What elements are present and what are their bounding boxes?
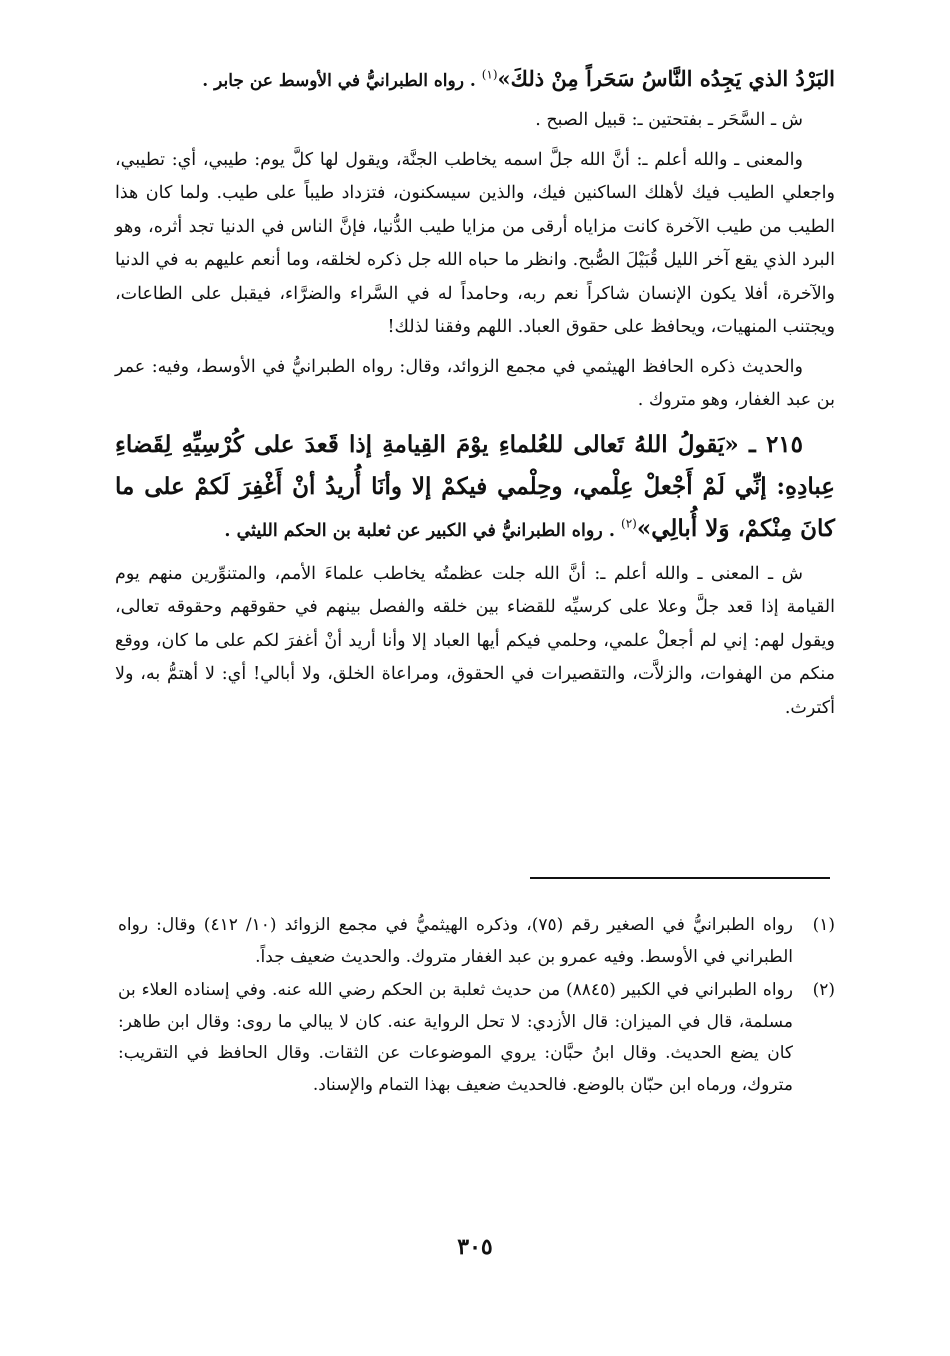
footnote-2-number: (٢) — [812, 980, 835, 1000]
commentary-215: ش ـ المعنى ـ والله أعلم ـ: أنَّ الله جلت عظمتُه يخاطب علماءَ الأمم، والمتنوِّرين منهم يوم القيامة إذا قعد جلَّ وعلا على كرسيِّه للقضاء بين خلقه والفصل بينهم في حقوقهم وحقوقه تعالى، ويقول لهم: إني لم أجعلْ علمي، وحلمي فيكم أيها العباد إلا وأنا أريد أنْ أغفرَ لكم على ما كان، ووقع منكم من الهفوات، والزلاَّت، والتقصيرات في الحقوق، ومراعاة الخلق، ولا أبالي! أي: لا أهتمُّ به، ولا أكترث. — [115, 563, 835, 718]
page-body — [115, 62, 835, 725]
commentary-214-meaning: والمعنى ـ والله أعلم ـ: أنَّ الله جلَّ اسمه يخاطب الجنَّة، ويقول لها كلَّ يوم: طيبي، أي: تطيبي، واجعلي الطيب فيك لأهلك الساكنين فيك، والذين سيسكنون، فتزداد طيباً على طيب. ولما كان هذا الطيب من طيب الآخرة كانت مزاياه أرقى من مزايا طيب الدُّنيا، فإنَّ الناس في الدنيا تجد أثره، وهو البرد الذي يقع آخر الليل قُبَيْلَ الصُّبح. وانظر ما حباه الله جل ذكره لخلقه، وما أنعم عليهم به في الدنيا والآخرة، أفلا يكون الإنسان شاكراً نعم ربه، وحامداً له في السَّراء والضرَّاء، فيقبل على الطاعات، ويجتنب المنهيات، ويحافظ على حقوق العباد. اللهم وفقنا لذلك! — [115, 149, 835, 337]
hadith-215 — [115, 424, 835, 552]
footnote-2-text: رواه الطبراني في الكبير (٨٨٤٥) من حديث ثعلبة بن الحكم رضي الله عنه. وفي إسناده العلاء بن مسلمة، قال في الميزان: قال الأزدي: لا تحل الرواية عنه. كان لا يبالي ما روى: وقال ابن طاهر: كان يضع الحديث. وقال ابنُ حبَّان: يروي الموضوعات عن الثقات. وقال الحافظ في التقريب: متروك، ورماه ابن حبّان بالوضع. فالحديث ضعيف بهذا التمام والإسناد. — [118, 980, 793, 1095]
footnote-1-number: (١) — [812, 915, 835, 935]
footnote-2 — [118, 975, 835, 1101]
footnote-1-text: رواه الطبرانيُّ في الصغير رقم (٧٥)، وذكره الهيثميُّ في مجمع الزوائد (١٠/ ٤١٢) وقال: رواه الطبراني في الأوسط. وفيه عمرو بن عبد الغفار متروك. والحديث ضعيف جداً. — [118, 915, 794, 967]
hadith-214-tail — [115, 62, 835, 98]
footnote-marker-2: (٢) — [621, 515, 637, 530]
hadith-214-reference: . رواه الطبرانيُّ في الأوسط عن جابر . — [202, 71, 482, 91]
footnotes — [118, 910, 835, 1103]
hadith-215-text: «يَقولُ اللهُ تَعالى للعُلماءِ يوْمَ القِيامةِ إذا قَعدَ على كُرْسِيِّهِ لِقَضاءِ عِبادِهِ: إنِّي لَمْ أَجْعلْ عِلْمي، وحِلْمي فيكمْ إلا وأنَا أُريدُ أنْ أَغْفِرَ لَكمْ على ما كانَ مِنْكمْ، وَلا أُبالِي» — [115, 430, 835, 542]
hadith-214-text: البَرْدُ الذي يَجِدُه النَّاسُ سَحَراً مِنْ ذلكَ» — [497, 66, 835, 91]
footnote-marker-1: (١) — [481, 67, 498, 82]
commentary-214-gloss: ش ـ السَّحَر ـ بفتحتين ـ: قبيل الصبح . — [535, 110, 803, 130]
page-number: ٣٠٥ — [457, 1234, 493, 1260]
footnote-separator — [530, 877, 830, 879]
hadith-215-number: ٢١٥ ـ — [738, 430, 803, 458]
commentary-214-source: والحديث ذكره الحافظ الهيثمي في مجمع الزوائد، وقال: رواه الطبرانيُّ في الأوسط، وفيه: عمر بن عبد الغفار، وهو متروك . — [115, 356, 835, 410]
hadith-215-reference: . رواه الطبرانيُّ في الكبير عن ثعلبة بن الحكم الليثي . — [224, 520, 622, 541]
footnote-1 — [118, 910, 835, 973]
